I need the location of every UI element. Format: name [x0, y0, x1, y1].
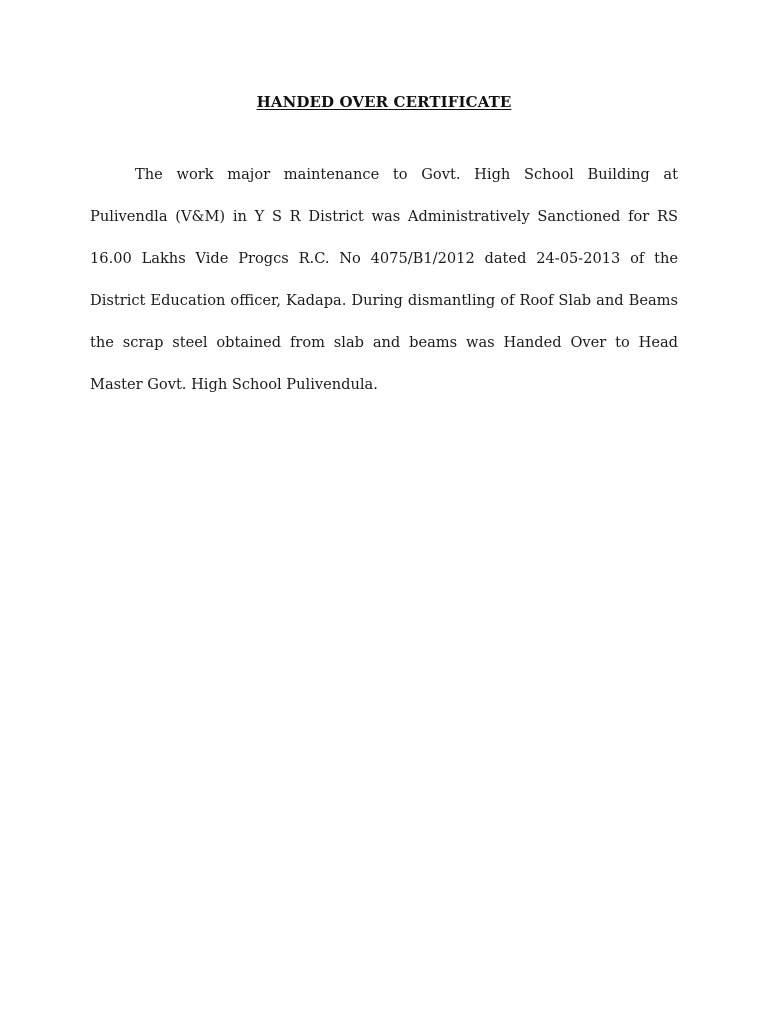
document-title: [0, 93, 768, 111]
certificate-paragraph: The work major maintenance to Govt. High School Building at Pulivendla (V&M) in Y S R District was Administratively Sanctioned for RS 16.00 Lakhs Vide Progcs R.C. No 4075/B1/2012 dated 24-05-2013 of the District Education officer, Kadapa. During dismantling of Roof Slab and Beams the scrap steel obtained from slab and beams was Handed Over to Head Master Govt. High School Pulivendula.: [90, 166, 678, 393]
document-title-text: HANDED OVER CERTIFICATE: [256, 93, 512, 111]
